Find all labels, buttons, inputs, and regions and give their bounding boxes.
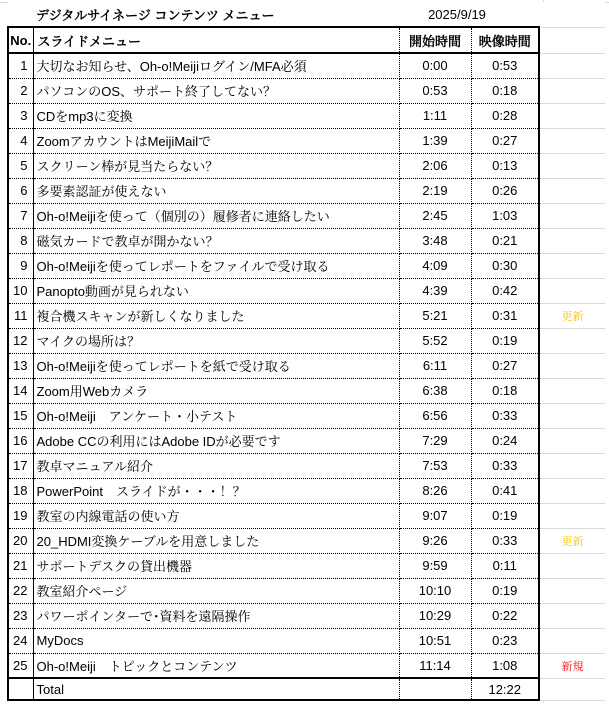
- row-start-cell[interactable]: 10:10: [399, 578, 471, 603]
- row-start-cell[interactable]: 5:21: [399, 303, 471, 328]
- date-cell[interactable]: 2025/9/19: [399, 2, 539, 27]
- title-row: [8, 2, 605, 27]
- row-duration-cell[interactable]: 0:13: [471, 153, 539, 178]
- row-start-cell[interactable]: 6:56: [399, 403, 471, 428]
- row-duration-cell[interactable]: 0:30: [471, 253, 539, 278]
- table-row: [8, 103, 605, 128]
- row-menu-cell[interactable]: ZoomアカウントはMeijiMailで: [33, 128, 399, 153]
- row-start-cell[interactable]: 5:52: [399, 328, 471, 353]
- table-row: [8, 228, 605, 253]
- total-start-cell[interactable]: [399, 678, 471, 700]
- row-number-cell[interactable]: 2: [8, 78, 33, 103]
- row-start-cell[interactable]: 8:26: [399, 478, 471, 503]
- row-number-cell[interactable]: 14: [8, 378, 33, 403]
- row-duration-cell[interactable]: 0:27: [471, 353, 539, 378]
- row-menu-cell[interactable]: スクリーン棒が見当たらない？: [33, 153, 399, 178]
- table-row: [8, 628, 605, 653]
- row-number-cell[interactable]: 9: [8, 253, 33, 278]
- row-duration-cell[interactable]: 0:26: [471, 178, 539, 203]
- row-menu-cell[interactable]: 磁気カードで教卓が開かない？: [33, 228, 399, 253]
- row-menu-cell[interactable]: Oh-o!Meiji トピックとコンテンツ: [33, 653, 399, 678]
- row-number-cell[interactable]: 12: [8, 328, 33, 353]
- table-row: [8, 428, 605, 453]
- row-start-cell[interactable]: 2:45: [399, 203, 471, 228]
- content-schedule-table: [7, 2, 605, 701]
- table-row: [8, 303, 605, 328]
- row-menu-cell[interactable]: 大切なお知らせ、Oh-o!Meijiログイン/MFA必須: [33, 53, 399, 78]
- row-note-badge[interactable]: [539, 403, 605, 428]
- row-number-cell[interactable]: 3: [8, 103, 33, 128]
- row-duration-cell[interactable]: 1:03: [471, 203, 539, 228]
- row-number-cell[interactable]: 17: [8, 453, 33, 478]
- row-note-badge[interactable]: [539, 603, 605, 628]
- row-number-cell[interactable]: 20: [8, 528, 33, 553]
- table-row: [8, 378, 605, 403]
- row-number-cell[interactable]: 18: [8, 478, 33, 503]
- row-duration-cell[interactable]: 0:33: [471, 453, 539, 478]
- table-row: [8, 353, 605, 378]
- row-number-cell[interactable]: 16: [8, 428, 33, 453]
- table-row: [8, 403, 605, 428]
- row-duration-cell[interactable]: 0:18: [471, 378, 539, 403]
- row-note-badge[interactable]: [539, 178, 605, 203]
- row-number-cell[interactable]: 15: [8, 403, 33, 428]
- table-row: [8, 653, 605, 678]
- empty-cell: [8, 678, 33, 700]
- row-note-badge[interactable]: [539, 578, 605, 603]
- row-menu-cell[interactable]: 教卓マニュアル紹介: [33, 453, 399, 478]
- row-duration-cell[interactable]: 0:53: [471, 53, 539, 78]
- row-note-badge[interactable]: [539, 553, 605, 578]
- row-note-badge[interactable]: [539, 253, 605, 278]
- row-duration-cell[interactable]: 0:23: [471, 628, 539, 653]
- row-note-badge[interactable]: [539, 228, 605, 253]
- row-menu-cell[interactable]: 教室の内線電話の使い方: [33, 503, 399, 528]
- row-note-badge[interactable]: 更新: [539, 528, 605, 553]
- row-note-badge[interactable]: [539, 478, 605, 503]
- row-start-cell[interactable]: 11:14: [399, 653, 471, 678]
- table-row: [8, 603, 605, 628]
- row-note-badge[interactable]: [539, 453, 605, 478]
- table-row: [8, 453, 605, 478]
- row-note-badge[interactable]: [539, 278, 605, 303]
- table-row: [8, 503, 605, 528]
- column-header-menu[interactable]: スライドメニュー: [33, 27, 399, 53]
- row-menu-cell[interactable]: 20_HDMI変換ケーブルを用意しました: [33, 528, 399, 553]
- row-start-cell[interactable]: 10:51: [399, 628, 471, 653]
- row-menu-cell[interactable]: Oh-o!Meijiを使ってレポートを紙で受け取る: [33, 353, 399, 378]
- table-row: [8, 53, 605, 78]
- row-start-cell[interactable]: 9:26: [399, 528, 471, 553]
- total-row: [8, 678, 605, 700]
- empty-cell: [539, 2, 605, 27]
- row-note-badge[interactable]: [539, 503, 605, 528]
- row-duration-cell[interactable]: 0:19: [471, 328, 539, 353]
- row-start-cell[interactable]: 3:48: [399, 228, 471, 253]
- row-number-cell[interactable]: 6: [8, 178, 33, 203]
- row-number-cell[interactable]: 22: [8, 578, 33, 603]
- row-menu-cell[interactable]: サポートデスクの貸出機器: [33, 553, 399, 578]
- row-duration-cell[interactable]: 1:08: [471, 653, 539, 678]
- table-header-row: [8, 27, 605, 53]
- row-duration-cell[interactable]: 0:33: [471, 403, 539, 428]
- row-menu-cell[interactable]: Oh-o!Meijiを使って（個別の）履修者に連絡したい: [33, 203, 399, 228]
- row-start-cell[interactable]: 4:09: [399, 253, 471, 278]
- table-row: [8, 203, 605, 228]
- row-duration-cell[interactable]: 0:19: [471, 503, 539, 528]
- row-start-cell[interactable]: 6:11: [399, 353, 471, 378]
- column-header-no[interactable]: No.: [8, 27, 33, 53]
- row-note-badge[interactable]: [539, 628, 605, 653]
- row-menu-cell[interactable]: Oh-o!Meijiを使ってレポートをファイルで受け取る: [33, 253, 399, 278]
- empty-cell: [539, 678, 605, 700]
- row-number-cell[interactable]: 8: [8, 228, 33, 253]
- row-duration-cell[interactable]: 0:33: [471, 528, 539, 553]
- row-start-cell[interactable]: 1:39: [399, 128, 471, 153]
- row-number-cell[interactable]: 1: [8, 53, 33, 78]
- table-row: [8, 578, 605, 603]
- row-menu-cell[interactable]: Panopto動画が見られない: [33, 278, 399, 303]
- row-menu-cell[interactable]: MyDocs: [33, 628, 399, 653]
- column-header-duration[interactable]: 映像時間: [471, 27, 539, 53]
- row-duration-cell[interactable]: 0:18: [471, 78, 539, 103]
- total-label[interactable]: Total: [33, 678, 399, 700]
- table-row: [8, 528, 605, 553]
- row-start-cell[interactable]: 0:53: [399, 78, 471, 103]
- row-duration-cell[interactable]: 0:42: [471, 278, 539, 303]
- row-start-cell[interactable]: 9:07: [399, 503, 471, 528]
- empty-cell: [539, 27, 605, 53]
- table-row: [8, 178, 605, 203]
- table-row: [8, 278, 605, 303]
- row-start-cell[interactable]: 2:06: [399, 153, 471, 178]
- row-note-badge[interactable]: [539, 203, 605, 228]
- row-menu-cell[interactable]: Adobe CCの利用にはAdobe IDが必要です: [33, 428, 399, 453]
- row-number-cell[interactable]: 10: [8, 278, 33, 303]
- row-menu-cell[interactable]: 教室紹介ページ: [33, 578, 399, 603]
- row-number-cell[interactable]: 11: [8, 303, 33, 328]
- row-number-cell[interactable]: 19: [8, 503, 33, 528]
- row-start-cell[interactable]: 6:38: [399, 378, 471, 403]
- row-duration-cell[interactable]: 0:21: [471, 228, 539, 253]
- row-number-cell[interactable]: 4: [8, 128, 33, 153]
- row-start-cell[interactable]: 0:00: [399, 53, 471, 78]
- table-row: [8, 328, 605, 353]
- total-duration[interactable]: 12:22: [471, 678, 539, 700]
- row-note-badge[interactable]: [539, 78, 605, 103]
- table-row: [8, 553, 605, 578]
- row-number-cell[interactable]: 21: [8, 553, 33, 578]
- row-number-cell[interactable]: 24: [8, 628, 33, 653]
- table-body: [8, 53, 605, 678]
- row-start-cell[interactable]: 1:11: [399, 103, 471, 128]
- table-row: [8, 253, 605, 278]
- table-row: [8, 128, 605, 153]
- row-note-badge[interactable]: [539, 353, 605, 378]
- page-title[interactable]: デジタルサイネージ コンテンツ メニュー: [8, 2, 399, 27]
- row-duration-cell[interactable]: 0:22: [471, 603, 539, 628]
- row-start-cell[interactable]: 7:53: [399, 453, 471, 478]
- row-duration-cell[interactable]: 0:28: [471, 103, 539, 128]
- row-number-cell[interactable]: 5: [8, 153, 33, 178]
- row-start-cell[interactable]: 7:29: [399, 428, 471, 453]
- row-note-badge[interactable]: [539, 53, 605, 78]
- row-note-badge[interactable]: [539, 103, 605, 128]
- row-start-cell[interactable]: 10:29: [399, 603, 471, 628]
- table-row: [8, 478, 605, 503]
- row-note-badge[interactable]: [539, 378, 605, 403]
- row-start-cell[interactable]: 9:59: [399, 553, 471, 578]
- row-menu-cell[interactable]: 多要素認証が使えない: [33, 178, 399, 203]
- row-menu-cell[interactable]: PowerPoint スライドが・・・！？: [33, 478, 399, 503]
- row-note-badge[interactable]: 更新: [539, 303, 605, 328]
- row-menu-cell[interactable]: Zoom用Webカメラ: [33, 378, 399, 403]
- row-menu-cell[interactable]: パソコンのOS、サポート終了してない？: [33, 78, 399, 103]
- row-duration-cell[interactable]: 0:19: [471, 578, 539, 603]
- column-header-start[interactable]: 開始時間: [399, 27, 471, 53]
- row-note-badge[interactable]: [539, 153, 605, 178]
- row-menu-cell[interactable]: Oh-o!Meiji アンケート・小テスト: [33, 403, 399, 428]
- row-note-badge[interactable]: [539, 328, 605, 353]
- row-note-badge[interactable]: [539, 128, 605, 153]
- table-row: [8, 153, 605, 178]
- row-number-cell[interactable]: 23: [8, 603, 33, 628]
- row-number-cell[interactable]: 7: [8, 203, 33, 228]
- row-note-badge[interactable]: [539, 428, 605, 453]
- row-duration-cell[interactable]: 0:31: [471, 303, 539, 328]
- row-note-badge[interactable]: 新規: [539, 653, 605, 678]
- table-row: [8, 78, 605, 103]
- row-start-cell[interactable]: 4:39: [399, 278, 471, 303]
- row-menu-cell[interactable]: CDをmp3に変換: [33, 103, 399, 128]
- row-menu-cell[interactable]: マイクの場所は？: [33, 328, 399, 353]
- row-duration-cell[interactable]: 0:11: [471, 553, 539, 578]
- row-number-cell[interactable]: 13: [8, 353, 33, 378]
- row-menu-cell[interactable]: 複合機スキャンが新しくなりました: [33, 303, 399, 328]
- row-start-cell[interactable]: 2:19: [399, 178, 471, 203]
- row-number-cell[interactable]: 25: [8, 653, 33, 678]
- row-duration-cell[interactable]: 0:27: [471, 128, 539, 153]
- row-duration-cell[interactable]: 0:41: [471, 478, 539, 503]
- row-menu-cell[interactable]: パワーポインターで･資料を遠隔操作: [33, 603, 399, 628]
- row-duration-cell[interactable]: 0:24: [471, 428, 539, 453]
